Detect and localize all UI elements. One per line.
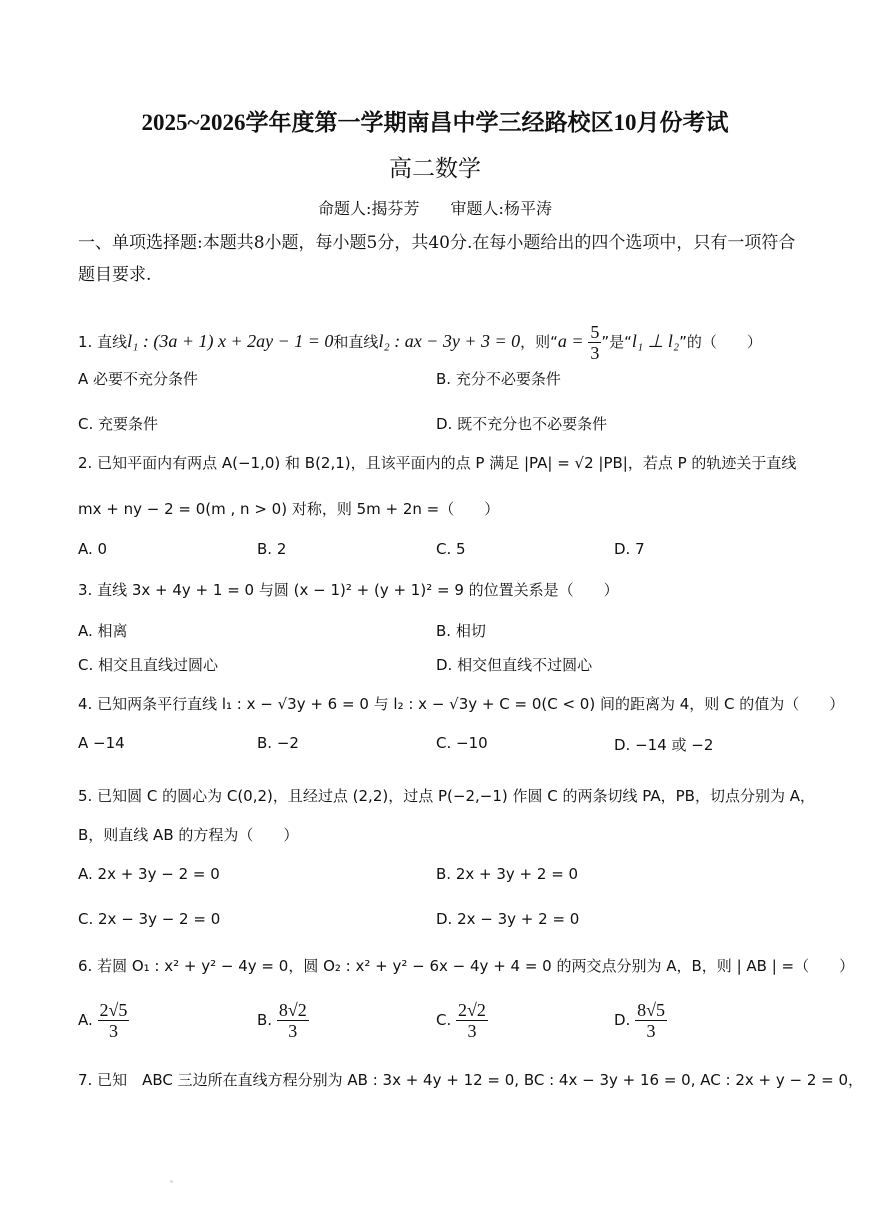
q6-option-b: B. $\frac{8√2}{3}$ [257,1000,307,1041]
q6-option-d: D. $\frac{8√5}{3}$ [614,1000,665,1041]
exam-authors [0,196,870,219]
scan-speck [170,1180,173,1183]
q1-option-b: B. 充分不必要条件 [436,370,561,388]
question-6: 6. 若圆 O₁ : x² + y² − 4y = 0，圆 O₂ : x² + y² − 6x − 4y + 4 = 0 的两交点分别为 A，B，则 | AB | =（ ） [78,957,855,975]
q2-option-b: B. 2 [257,540,287,558]
q3-option-c: C. 相交且直线过圆心 [78,656,219,674]
setter-name: 命题人:揭芬芳 [318,199,420,218]
section-heading: 一、单项选择题:本题共8小题，每小题5分，共40分.在每小题给出的四个选项中，只有一项符合题目要求. [78,233,796,285]
q3-option-b: B. 相切 [436,622,486,640]
q2-option-a: A. 0 [78,540,108,558]
question-5-line-1: 5. 已知圆 C 的圆心为 C(0,2)，且经过点 (2,2)，过点 P(−2,−1) 作圆 C 的两条切线 PA，PB，切点分别为 A， [78,787,815,805]
q4-option-d: D. −14 或 −2 [614,736,714,754]
exam-subtitle: 高二数学 [389,156,481,182]
question-2-line-2: mx + ny − 2 = 0(m , n > 0) 对称，则 5m + 2n =（ ） [78,500,500,518]
q4-option-c: C. −10 [436,734,488,752]
q6-option-c: C. $\frac{2√2}{3}$ [436,1000,486,1041]
reviewer-name: 审题人:杨平涛 [450,199,552,218]
question-4: 4. 已知两条平行直线 l₁ : x − √3y + 6 = 0 与 l₂ : x − √3y + C = 0(C < 0) 间的距离为 4，则 C 的值为（ ） [78,695,845,713]
question-5-line-2: B，则直线 AB 的方程为（ ） [78,826,299,844]
q1-option-a: A 必要不充分条件 [78,370,199,388]
q4-option-b: B. −2 [257,734,299,752]
q2-option-c: C. 5 [436,540,466,558]
q3-option-d: D. 相交但直线不过圆心 [436,656,593,674]
q5-option-c: C. 2x − 3y − 2 = 0 [78,910,221,928]
q5-option-a: A. 2x + 3y − 2 = 0 [78,865,220,883]
q3-option-a: A. 相离 [78,622,128,640]
fraction-5-3: $\frac{5}{3}$ [590,322,600,363]
q5-option-d: D. 2x − 3y + 2 = 0 [436,910,580,928]
q2-option-d: D. 7 [614,540,645,558]
q6-option-a: A. $\frac{2√5}{3}$ [78,1000,128,1041]
q1-option-c: C. 充要条件 [78,415,159,433]
q5-option-b: B. 2x + 3y + 2 = 0 [436,865,579,883]
exam-title: 2025~2026学年度第一学期南昌中学三经路校区10月份考试 [141,110,729,135]
question-2-line-1: 2. 已知平面内有两点 A(−1,0) 和 B(2,1)，且该平面内的点 P 满足 |PA| = √2 |PB|，若点 P 的轨迹关于直线 [78,454,797,472]
question-7: 7. 已知 ABC 三边所在直线方程分别为 AB : 3x + 4y + 12 = 0, BC : 4x − 3y + 16 = 0, AC : 2x + y − 2 = 0， [78,1071,864,1089]
q4-option-a: A −14 [78,734,125,752]
question-1: 1. 直线l₁ : (3a + 1) x + 2ay − 1 = 0和直线l₂ : ax − 3y + 3 = 0，则“a = $\frac{5}{3}$ ”是“l₁ ⊥ l₂”的（ ） [78,322,762,363]
question-3: 3. 直线 3x + 4y + 1 = 0 与圆 (x − 1)² + (y + 1)² = 9 的位置关系是（ ） [78,581,619,599]
q1-option-d: D. 既不充分也不必要条件 [436,415,608,433]
